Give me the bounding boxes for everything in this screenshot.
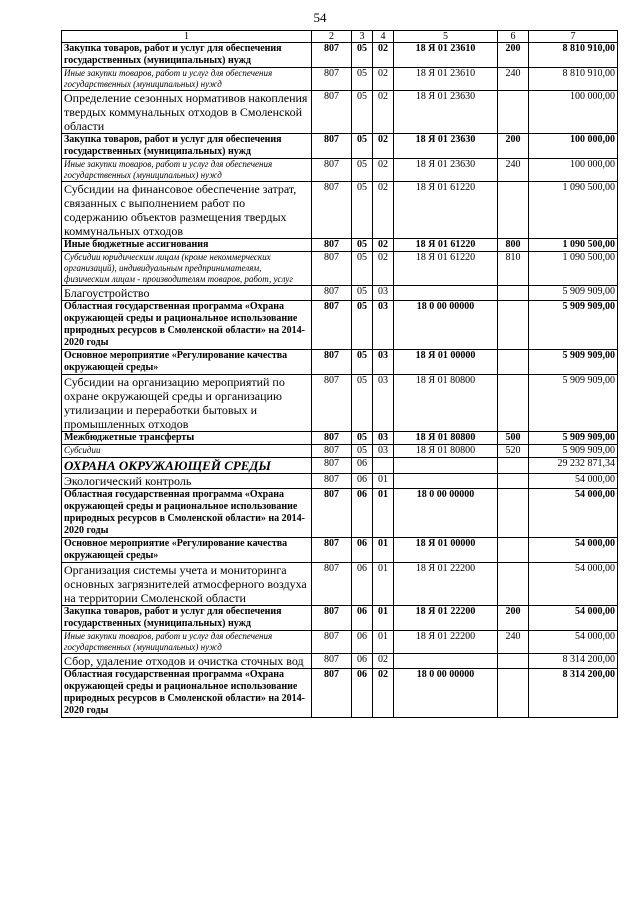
target-article-code: 18 Я 01 61220 [394,182,498,239]
expense-type-code [498,654,529,669]
table-row [62,669,618,718]
row-description: Закупка товаров, работ и услуг для обеспечения государственных (муниципальных) нужд [62,134,312,159]
expense-type-code [498,182,529,239]
table-row [62,538,618,563]
row-description: Иные закупки товаров, работ и услуг для обеспечения государственных (муниципальных) нужд [62,68,312,91]
table-row [62,134,618,159]
ministry-code: 807 [312,91,352,134]
row-description: Межбюджетные трансферты [62,432,312,445]
target-article-code: 18 Я 01 61220 [394,252,498,286]
table-row [62,159,618,182]
target-article-code: 18 Я 01 22200 [394,606,498,631]
expense-type-code: 800 [498,239,529,252]
section-code: 06 [352,606,373,631]
amount: 54 000,00 [529,606,618,631]
amount: 100 000,00 [529,134,618,159]
ministry-code: 807 [312,159,352,182]
subsection-code: 01 [373,563,394,606]
column-header: 5 [394,31,498,43]
expense-type-code: 200 [498,606,529,631]
section-code: 06 [352,654,373,669]
expense-type-code [498,375,529,432]
section-code: 05 [352,159,373,182]
table-row [62,43,618,68]
ministry-code: 807 [312,43,352,68]
target-article-code [394,654,498,669]
section-code: 06 [352,563,373,606]
row-description: Закупка товаров, работ и услуг для обеспечения государственных (муниципальных) нужд [62,43,312,68]
subsection-code: 02 [373,239,394,252]
table-row [62,239,618,252]
row-description: Иные бюджетные ассигнования [62,239,312,252]
table-row [62,432,618,445]
table-row [62,252,618,286]
row-description: Областная государственная программа «Охрана окружающей среды и рациональное использование природных ресурсов в Смоленской области» на 2014-2020 годы [62,301,312,350]
amount: 54 000,00 [529,563,618,606]
section-code: 05 [352,252,373,286]
section-code: 05 [352,239,373,252]
target-article-code: 18 Я 01 80800 [394,432,498,445]
ministry-code: 807 [312,669,352,718]
section-code: 06 [352,458,373,474]
row-description: Областная государственная программа «Охрана окружающей среды и рациональное использование природных ресурсов в Смоленской области» на 2014-2020 годы [62,489,312,538]
subsection-code: 03 [373,445,394,458]
amount: 8 314 200,00 [529,654,618,669]
expense-type-code: 240 [498,159,529,182]
table-row [62,350,618,375]
table-row [62,286,618,301]
column-header: 1 [62,31,312,43]
table-row [62,563,618,606]
subsection-code: 02 [373,669,394,718]
amount: 1 090 500,00 [529,239,618,252]
expense-type-code: 810 [498,252,529,286]
table-row [62,445,618,458]
expense-type-code [498,563,529,606]
budget-table [61,30,618,718]
amount: 1 090 500,00 [529,252,618,286]
target-article-code: 18 Я 01 23610 [394,68,498,91]
target-article-code: 18 0 00 00000 [394,301,498,350]
table-row [62,458,618,474]
table-row [62,301,618,350]
row-description: ОХРАНА ОКРУЖАЮЩЕЙ СРЕДЫ [62,458,312,474]
row-description: Определение сезонных нормативов накопления твердых коммунальных отходов в Смоленской области [62,91,312,134]
column-header: 7 [529,31,618,43]
row-description: Благоустройство [62,286,312,301]
subsection-code: 01 [373,606,394,631]
ministry-code: 807 [312,606,352,631]
table-row [62,631,618,654]
expense-type-code [498,474,529,489]
page-number: 54 [313,10,327,25]
target-article-code: 18 Я 01 00000 [394,350,498,375]
section-code: 06 [352,669,373,718]
ministry-code: 807 [312,489,352,538]
expense-type-code [498,350,529,375]
subsection-code: 02 [373,43,394,68]
target-article-code [394,474,498,489]
subsection-code: 01 [373,489,394,538]
section-code: 05 [352,91,373,134]
amount: 5 909 909,00 [529,445,618,458]
section-code: 05 [352,350,373,375]
column-header: 2 [312,31,352,43]
row-description: Основное мероприятие «Регулирование качества окружающей среды» [62,350,312,375]
ministry-code: 807 [312,538,352,563]
subsection-code: 02 [373,182,394,239]
amount: 8 810 910,00 [529,68,618,91]
column-header: 6 [498,31,529,43]
row-description: Иные закупки товаров, работ и услуг для обеспечения государственных (муниципальных) нужд [62,159,312,182]
target-article-code: 18 Я 01 00000 [394,538,498,563]
ministry-code: 807 [312,182,352,239]
section-code: 05 [352,43,373,68]
table-row [62,606,618,631]
ministry-code: 807 [312,286,352,301]
subsection-code: 01 [373,631,394,654]
target-article-code: 18 0 00 00000 [394,669,498,718]
section-code: 05 [352,182,373,239]
subsection-code: 01 [373,474,394,489]
target-article-code: 18 Я 01 23630 [394,159,498,182]
ministry-code: 807 [312,301,352,350]
section-code: 06 [352,489,373,538]
amount: 5 909 909,00 [529,375,618,432]
row-description: Организация системы учета и мониторинга основных загрязнителей атмосферного воздуха на территории Смоленской области [62,563,312,606]
subsection-code: 03 [373,375,394,432]
subsection-code [373,458,394,474]
expense-type-code [498,91,529,134]
amount: 100 000,00 [529,91,618,134]
section-code: 05 [352,134,373,159]
row-description: Субсидии [62,445,312,458]
column-header: 3 [352,31,373,43]
amount: 100 000,00 [529,159,618,182]
amount: 8 314 200,00 [529,669,618,718]
target-article-code: 18 Я 01 61220 [394,239,498,252]
expense-type-code [498,489,529,538]
target-article-code [394,458,498,474]
row-description: Сбор, удаление отходов и очистка сточных вод [62,654,312,669]
subsection-code: 03 [373,286,394,301]
section-code: 05 [352,375,373,432]
table-header-row [62,31,618,43]
expense-type-code: 240 [498,631,529,654]
section-code: 05 [352,68,373,91]
row-description: Субсидии на финансовое обеспечение затрат, связанных с выполнением работ по содержанию объектов размещения твердых коммунальных отходов [62,182,312,239]
table-row [62,375,618,432]
amount: 54 000,00 [529,474,618,489]
expense-type-code [498,286,529,301]
subsection-code: 02 [373,654,394,669]
ministry-code: 807 [312,375,352,432]
ministry-code: 807 [312,134,352,159]
amount: 5 909 909,00 [529,301,618,350]
subsection-code: 02 [373,134,394,159]
target-article-code: 18 Я 01 80800 [394,375,498,432]
target-article-code: 18 Я 01 23630 [394,134,498,159]
row-description: Иные закупки товаров, работ и услуг для обеспечения государственных (муниципальных) нужд [62,631,312,654]
ministry-code: 807 [312,458,352,474]
ministry-code: 807 [312,68,352,91]
expense-type-code: 500 [498,432,529,445]
ministry-code: 807 [312,239,352,252]
section-code: 05 [352,432,373,445]
subsection-code: 02 [373,252,394,286]
subsection-code: 03 [373,432,394,445]
amount: 8 810 910,00 [529,43,618,68]
row-description: Закупка товаров, работ и услуг для обеспечения государственных (муниципальных) нужд [62,606,312,631]
expense-type-code [498,301,529,350]
row-description: Субсидии на организацию мероприятий по охране окружающей среды и организацию утилизации и переработки бытовых и промышленных отходов [62,375,312,432]
section-code: 05 [352,286,373,301]
amount: 54 000,00 [529,538,618,563]
subsection-code: 02 [373,68,394,91]
row-description: Основное мероприятие «Регулирование качества окружающей среды» [62,538,312,563]
ministry-code: 807 [312,432,352,445]
target-article-code: 18 Я 01 80800 [394,445,498,458]
amount: 5 909 909,00 [529,286,618,301]
table-row [62,474,618,489]
expense-type-code [498,538,529,563]
subsection-code: 03 [373,301,394,350]
ministry-code: 807 [312,350,352,375]
expense-type-code: 520 [498,445,529,458]
table-row [62,182,618,239]
expense-type-code [498,458,529,474]
subsection-code: 02 [373,159,394,182]
section-code: 05 [352,301,373,350]
target-article-code: 18 Я 01 23610 [394,43,498,68]
table-row [62,68,618,91]
ministry-code: 807 [312,631,352,654]
ministry-code: 807 [312,445,352,458]
expense-type-code: 200 [498,43,529,68]
amount: 54 000,00 [529,489,618,538]
target-article-code: 18 0 00 00000 [394,489,498,538]
target-article-code: 18 Я 01 22200 [394,563,498,606]
table-row [62,489,618,538]
ministry-code: 807 [312,563,352,606]
target-article-code: 18 Я 01 23630 [394,91,498,134]
section-code: 06 [352,474,373,489]
expense-type-code [498,669,529,718]
expense-type-code: 200 [498,134,529,159]
ministry-code: 807 [312,654,352,669]
subsection-code: 01 [373,538,394,563]
ministry-code: 807 [312,474,352,489]
section-code: 06 [352,631,373,654]
amount: 5 909 909,00 [529,432,618,445]
amount: 54 000,00 [529,631,618,654]
row-description: Областная государственная программа «Охрана окружающей среды и рациональное использование природных ресурсов в Смоленской области» на 2014-2020 годы [62,669,312,718]
target-article-code: 18 Я 01 22200 [394,631,498,654]
column-header: 4 [373,31,394,43]
section-code: 05 [352,445,373,458]
subsection-code: 02 [373,91,394,134]
amount: 5 909 909,00 [529,350,618,375]
expense-type-code: 240 [498,68,529,91]
section-code: 06 [352,538,373,563]
table-row [62,654,618,669]
amount: 29 232 871,34 [529,458,618,474]
row-description: Экологический контроль [62,474,312,489]
row-description: Субсидии юридическим лицам (кроме некоммерческих организаций), индивидуальным предпринимателям, физическим лицам - производителям товаров, работ, услуг [62,252,312,286]
amount: 1 090 500,00 [529,182,618,239]
ministry-code: 807 [312,252,352,286]
subsection-code: 03 [373,350,394,375]
table-row [62,91,618,134]
target-article-code [394,286,498,301]
